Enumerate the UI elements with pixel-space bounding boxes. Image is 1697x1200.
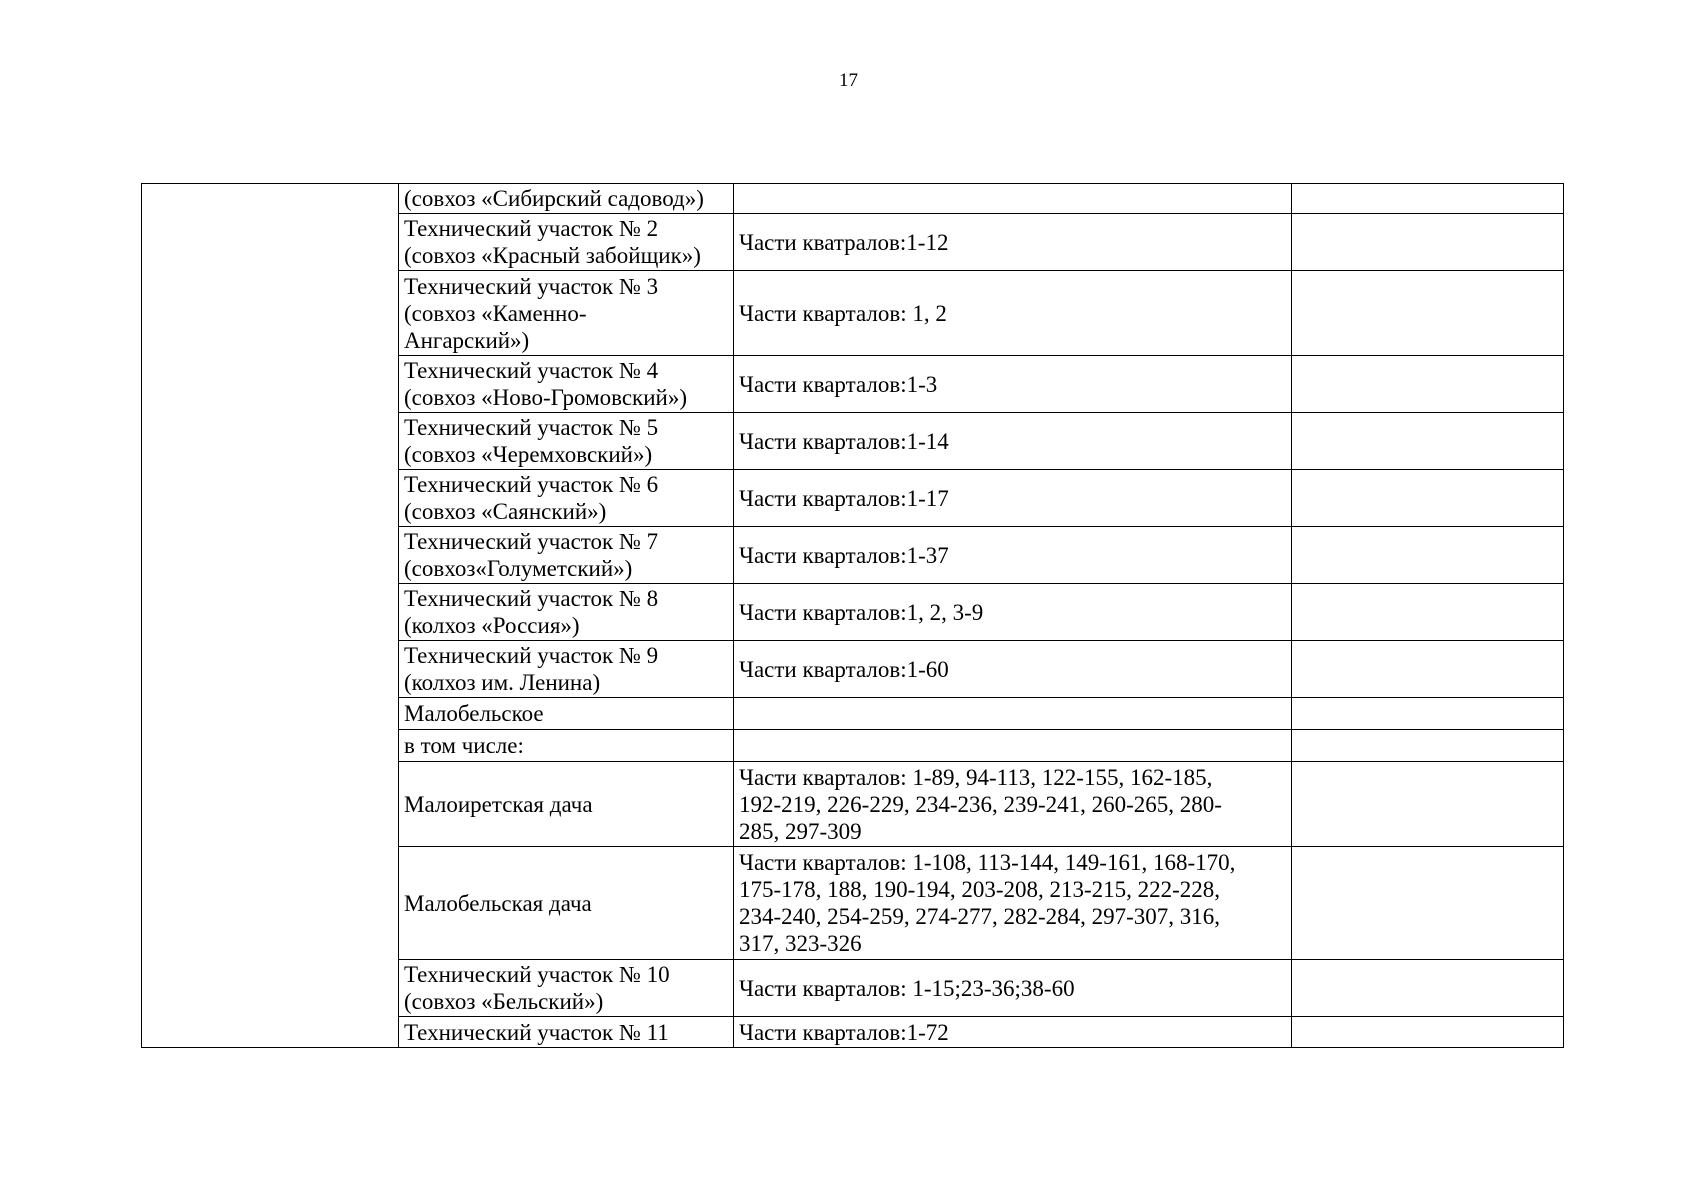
quarters-cell (734, 214, 1292, 271)
notes-cell (1292, 847, 1564, 960)
notes-cell (1292, 762, 1564, 847)
notes-cell (1292, 271, 1564, 356)
quarters-list: Части кватралов:1-12 (739, 229, 949, 255)
quarters-cell (734, 641, 1292, 698)
quarters-list: Части кварталов:1-17 (739, 485, 949, 511)
area-name: Технический участок № 5 (совхоз «Черемховский») (404, 415, 659, 467)
quarters-list: Части кварталов:1, 2, 3-9 (739, 599, 984, 625)
area-name-cell (399, 641, 734, 698)
area-name: Технический участок № 4 (совхоз «Ново-Громовский») (404, 358, 688, 410)
notes-cell (1292, 527, 1564, 584)
quarters-cell (734, 762, 1292, 847)
area-name: Технический участок № 6 (совхоз «Саянский») (404, 472, 659, 524)
notes-cell (1292, 470, 1564, 527)
table-row (142, 184, 1564, 214)
area-name: Малоиретская дача (404, 791, 593, 817)
area-name-cell (399, 214, 734, 271)
area-name-cell (399, 730, 734, 762)
notes-cell (1292, 960, 1564, 1017)
area-name: Технический участок № 10 (совхоз «Бельский») (404, 962, 670, 1014)
quarters-cell (734, 271, 1292, 356)
area-name: Технический участок № 7 (совхоз«Голуметский») (404, 529, 659, 581)
notes-cell (1292, 184, 1564, 214)
area-name: (совхоз «Сибирский садовод») (404, 186, 704, 211)
quarters-cell (734, 730, 1292, 762)
quarters-cell (734, 356, 1292, 413)
area-name-cell (399, 413, 734, 470)
area-name-cell (399, 960, 734, 1017)
notes-cell (1292, 413, 1564, 470)
quarters-cell (734, 1017, 1292, 1048)
notes-cell (1292, 1017, 1564, 1048)
quarters-cell (734, 413, 1292, 470)
quarters-list: Части кварталов:1-3 (739, 371, 938, 397)
quarters-list: Части кварталов:1-60 (739, 656, 949, 682)
quarters-list: Части кварталов: 1-89, 94-113, 122-155, 162-185, 192-219, 226-229, 234-236, 239-241, 260-265, 280- 285, 297-309 (739, 764, 1222, 844)
area-name-cell (399, 584, 734, 641)
area-name: в том числе: (404, 733, 524, 758)
area-name-cell (399, 470, 734, 527)
area-name: Малобельское (404, 701, 544, 726)
quarters-list: Части кварталов: 1, 2 (739, 300, 947, 326)
area-name-cell (399, 356, 734, 413)
notes-cell (1292, 214, 1564, 271)
area-name-cell (399, 698, 734, 730)
area-name-cell (399, 184, 734, 214)
quarters-list: Части кварталов:1-37 (739, 542, 949, 568)
area-name-cell (399, 1017, 734, 1048)
quarters-list: Части кварталов: 1-15;23-36;38-60 (739, 975, 1075, 1001)
area-name-cell (399, 271, 734, 356)
quarters-list: Части кварталов: 1-108, 113-144, 149-161, 168-170, 175-178, 188, 190-194, 203-208, 213-215, 222-228, 234-240, 254-259, 274-277, 282-284, 297-307, 316, 317, 323-326 (739, 850, 1236, 956)
quarters-cell (734, 847, 1292, 960)
quarters-cell (734, 527, 1292, 584)
quarters-cell (734, 184, 1292, 214)
quarters-list: Части кварталов:1-14 (739, 428, 949, 454)
forestry-name-cell (142, 184, 399, 1048)
notes-cell (1292, 584, 1564, 641)
area-name: Технический участок № 2 (совхоз «Красный забойщик») (404, 216, 701, 268)
quarters-cell (734, 584, 1292, 641)
area-name-cell (399, 847, 734, 960)
table-body (142, 184, 1564, 1048)
area-name-cell (399, 762, 734, 847)
area-name: Малобельская дача (404, 890, 592, 916)
quarters-cell (734, 960, 1292, 1017)
notes-cell (1292, 356, 1564, 413)
area-name-cell (399, 527, 734, 584)
area-name: Технический участок № 3 (совхоз «Каменно- Ангарский») (404, 273, 659, 353)
area-name: Технический участок № 9 (колхоз им. Ленина) (404, 643, 659, 695)
area-name: Технический участок № 11 (404, 1019, 669, 1045)
area-name: Технический участок № 8 (колхоз «Россия») (404, 586, 659, 638)
quarters-cell (734, 698, 1292, 730)
forest-areas-table (141, 183, 1564, 1048)
notes-cell (1292, 730, 1564, 762)
notes-cell (1292, 641, 1564, 698)
notes-cell (1292, 698, 1564, 730)
page-number: 17 (839, 70, 858, 91)
quarters-list: Части кварталов:1-72 (739, 1019, 949, 1045)
quarters-cell (734, 470, 1292, 527)
